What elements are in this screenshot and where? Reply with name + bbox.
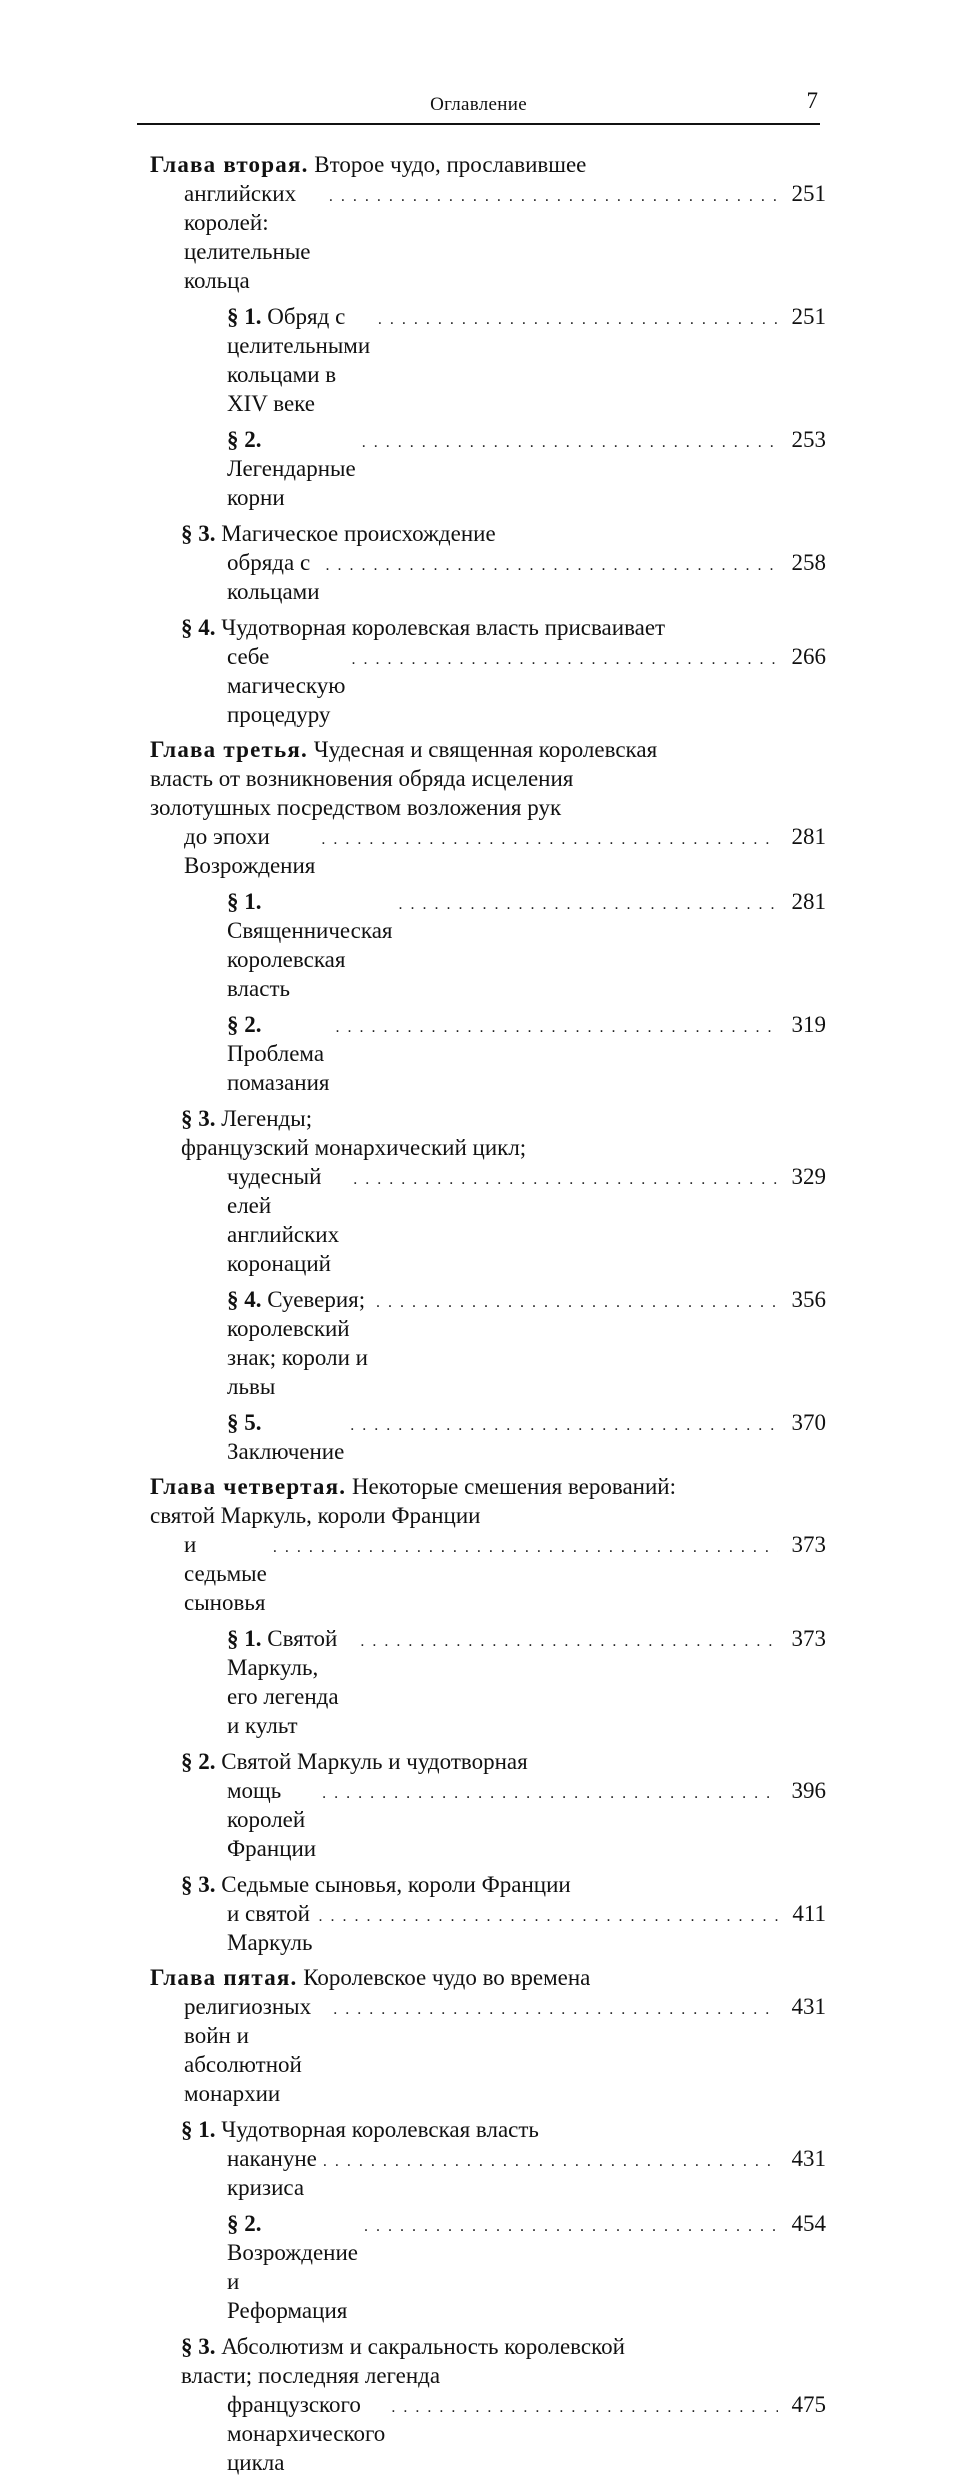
dot-leader	[364, 2212, 778, 2241]
chapter-line: Глава пятая. Королевское чудо во времена	[150, 1965, 591, 1990]
section-last-line	[227, 1285, 826, 1401]
dot-leader	[376, 1288, 778, 1317]
section-entry	[150, 613, 826, 729]
section-last-line	[227, 1010, 826, 1097]
section-text: § 1. Священническая королевская власть	[227, 889, 393, 1001]
section-text: § 2. Легендарные корни	[227, 427, 356, 510]
section-text: § 4. Суеверия; королевский знак; короли и львы	[227, 1287, 368, 1399]
section-page: 454	[791, 2211, 826, 2236]
dot-leader	[351, 645, 778, 674]
section-last-line	[227, 2209, 826, 2325]
chapter-label: Глава третья.	[150, 737, 308, 762]
section-text: § 1. Обряд с целительными кольцами в XIV веке	[227, 304, 371, 416]
section-line: французский монархический цикл;	[181, 1135, 527, 1160]
chapter-text: английских королей: целительные кольца	[184, 181, 311, 293]
chapter-line: Глава четвертая. Некоторые смешения верований:	[150, 1474, 676, 1499]
chapter-title	[150, 150, 826, 295]
section-number: § 3.	[181, 2334, 216, 2359]
chapter-entry	[150, 735, 826, 1466]
dot-leader	[273, 1533, 778, 1562]
section-page: 329	[791, 1164, 826, 1189]
chapter-last-line	[184, 179, 826, 295]
section-last-line	[227, 887, 826, 1003]
section-text: французского монархического цикла	[227, 2392, 386, 2475]
section-number: § 1.	[181, 2117, 216, 2142]
section-last-line	[227, 1624, 826, 1740]
running-title: Оглавление	[430, 94, 527, 115]
section-last-line	[227, 1776, 826, 1863]
section-page: 281	[791, 889, 826, 914]
section-text: § 2. Проблема помазания	[227, 1012, 330, 1095]
section-page: 475	[791, 2392, 826, 2417]
section-text: чудесный елей английских коронаций	[227, 1164, 340, 1276]
section-number: § 3.	[181, 1106, 216, 1131]
section-entry	[150, 1408, 826, 1466]
chapter-title	[150, 1963, 826, 2108]
chapter-page: 431	[791, 1994, 826, 2019]
section-number: § 1.	[227, 1626, 262, 1651]
chapter-page: 281	[791, 824, 826, 849]
dot-leader	[362, 428, 778, 457]
section-number: § 2.	[181, 1749, 216, 1774]
dot-leader	[399, 890, 779, 919]
chapter-text: до эпохи Возрождения	[184, 824, 316, 878]
dot-leader	[326, 551, 778, 580]
chapter-line: святой Маркуль, короли Франции	[150, 1503, 481, 1528]
section-line: § 3. Легенды;	[181, 1106, 313, 1131]
section-number: § 4.	[227, 1287, 262, 1312]
dot-leader	[350, 1411, 778, 1440]
page-number: 7	[806, 88, 818, 113]
section-entry	[150, 425, 826, 512]
section-page: 411	[792, 1901, 826, 1926]
dot-leader	[321, 825, 778, 854]
section-entry	[150, 1870, 826, 1957]
chapter-entry	[150, 1963, 826, 2477]
chapter-last-line	[184, 1992, 826, 2108]
dot-leader	[323, 2147, 778, 2176]
section-entry	[150, 1285, 826, 1401]
section-entry	[150, 1624, 826, 1740]
dot-leader	[318, 1902, 778, 1931]
section-last-line	[227, 2144, 826, 2202]
chapter-line: Глава вторая. Второе чудо, прославившее	[150, 152, 587, 177]
section-page: 258	[791, 550, 826, 575]
section-page: 266	[791, 644, 826, 669]
section-line: § 4. Чудотворная королевская власть присваивает	[181, 615, 666, 640]
section-last-line	[227, 642, 826, 729]
section-last-line	[227, 1162, 826, 1278]
section-number: § 2.	[227, 2211, 262, 2236]
section-line: § 1. Чудотворная королевская власть	[181, 2117, 539, 2142]
section-page: 251	[791, 304, 826, 329]
section-entry	[150, 1747, 826, 1863]
chapter-line: золотушных посредством возложения рук	[150, 795, 562, 820]
chapter-page: 373	[791, 1532, 826, 1557]
section-number: § 5.	[227, 1410, 262, 1435]
section-text: накануне кризиса	[227, 2146, 317, 2200]
section-page: 373	[791, 1626, 826, 1651]
dot-leader	[333, 1995, 778, 2024]
chapter-label: Глава четвертая.	[150, 1474, 347, 1499]
section-entry	[150, 519, 826, 606]
header-rule	[137, 123, 820, 125]
section-page: 253	[791, 427, 826, 452]
section-entry	[150, 1010, 826, 1097]
dot-leader	[360, 1627, 778, 1656]
chapter-last-line	[184, 822, 826, 880]
dot-leader	[335, 1013, 778, 1042]
section-entry	[150, 2209, 826, 2325]
chapter-line: Глава третья. Чудесная и священная королевская	[150, 737, 658, 762]
section-entry	[150, 1104, 826, 1278]
chapter-entry	[150, 1472, 826, 1957]
dot-leader	[378, 305, 778, 334]
section-text: § 2. Возрождение и Реформация	[227, 2211, 358, 2323]
section-number: § 3.	[181, 1872, 216, 1897]
dot-leader	[391, 2393, 778, 2422]
dot-leader	[329, 182, 778, 211]
section-last-line	[227, 425, 826, 512]
section-text: § 5. Заключение	[227, 1410, 345, 1464]
section-line: власти; последняя легенда	[181, 2363, 441, 2388]
section-text: себе магическую процедуру	[227, 644, 346, 727]
section-entry	[150, 887, 826, 1003]
section-number: § 2.	[227, 1012, 262, 1037]
section-last-line	[227, 2390, 826, 2477]
section-line: § 3. Магическое происхождение	[181, 521, 496, 546]
section-text: обряда с кольцами	[227, 550, 320, 604]
section-number: § 1.	[227, 304, 262, 329]
section-last-line	[227, 1408, 826, 1466]
section-number: § 1.	[227, 889, 262, 914]
section-page: 356	[791, 1287, 826, 1312]
running-header	[137, 88, 820, 122]
section-last-line	[227, 302, 826, 418]
section-line: § 2. Святой Маркуль и чудотворная	[181, 1749, 528, 1774]
section-line: § 3. Абсолютизм и сакральность королевской	[181, 2334, 625, 2359]
section-page: 396	[791, 1778, 826, 1803]
chapter-line: власть от возникновения обряда исцеления	[150, 766, 574, 791]
chapter-last-line	[184, 1530, 826, 1617]
chapter-title	[150, 735, 826, 880]
section-text: и святой Маркуль	[227, 1901, 313, 1955]
section-last-line	[227, 548, 826, 606]
table-of-contents	[150, 150, 826, 2477]
section-page: 431	[791, 2146, 826, 2171]
section-last-line	[227, 1899, 826, 1957]
dot-leader	[322, 1779, 778, 1808]
chapter-entry	[150, 150, 826, 729]
section-line: § 3. Седьмые сыновья, короли Франции	[181, 1872, 571, 1897]
chapter-text: религиозных войн и абсолютной монархии	[184, 1994, 312, 2106]
section-entry	[150, 2332, 826, 2477]
chapter-title	[150, 1472, 826, 1617]
section-entry	[150, 302, 826, 418]
chapter-page: 251	[791, 181, 826, 206]
section-entry	[150, 2115, 826, 2202]
dot-leader	[353, 1165, 778, 1194]
section-page: 370	[791, 1410, 826, 1435]
section-text: мощь королей Франции	[227, 1778, 317, 1861]
chapter-text: и седьмые сыновья	[184, 1532, 267, 1615]
section-text: § 1. Святой Маркуль, его легенда и культ	[227, 1626, 339, 1738]
section-number: § 3.	[181, 521, 216, 546]
chapter-label: Глава вторая.	[150, 152, 309, 177]
section-number: § 4.	[181, 615, 216, 640]
section-number: § 2.	[227, 427, 262, 452]
section-page: 319	[791, 1012, 826, 1037]
chapter-label: Глава пятая.	[150, 1965, 298, 1990]
